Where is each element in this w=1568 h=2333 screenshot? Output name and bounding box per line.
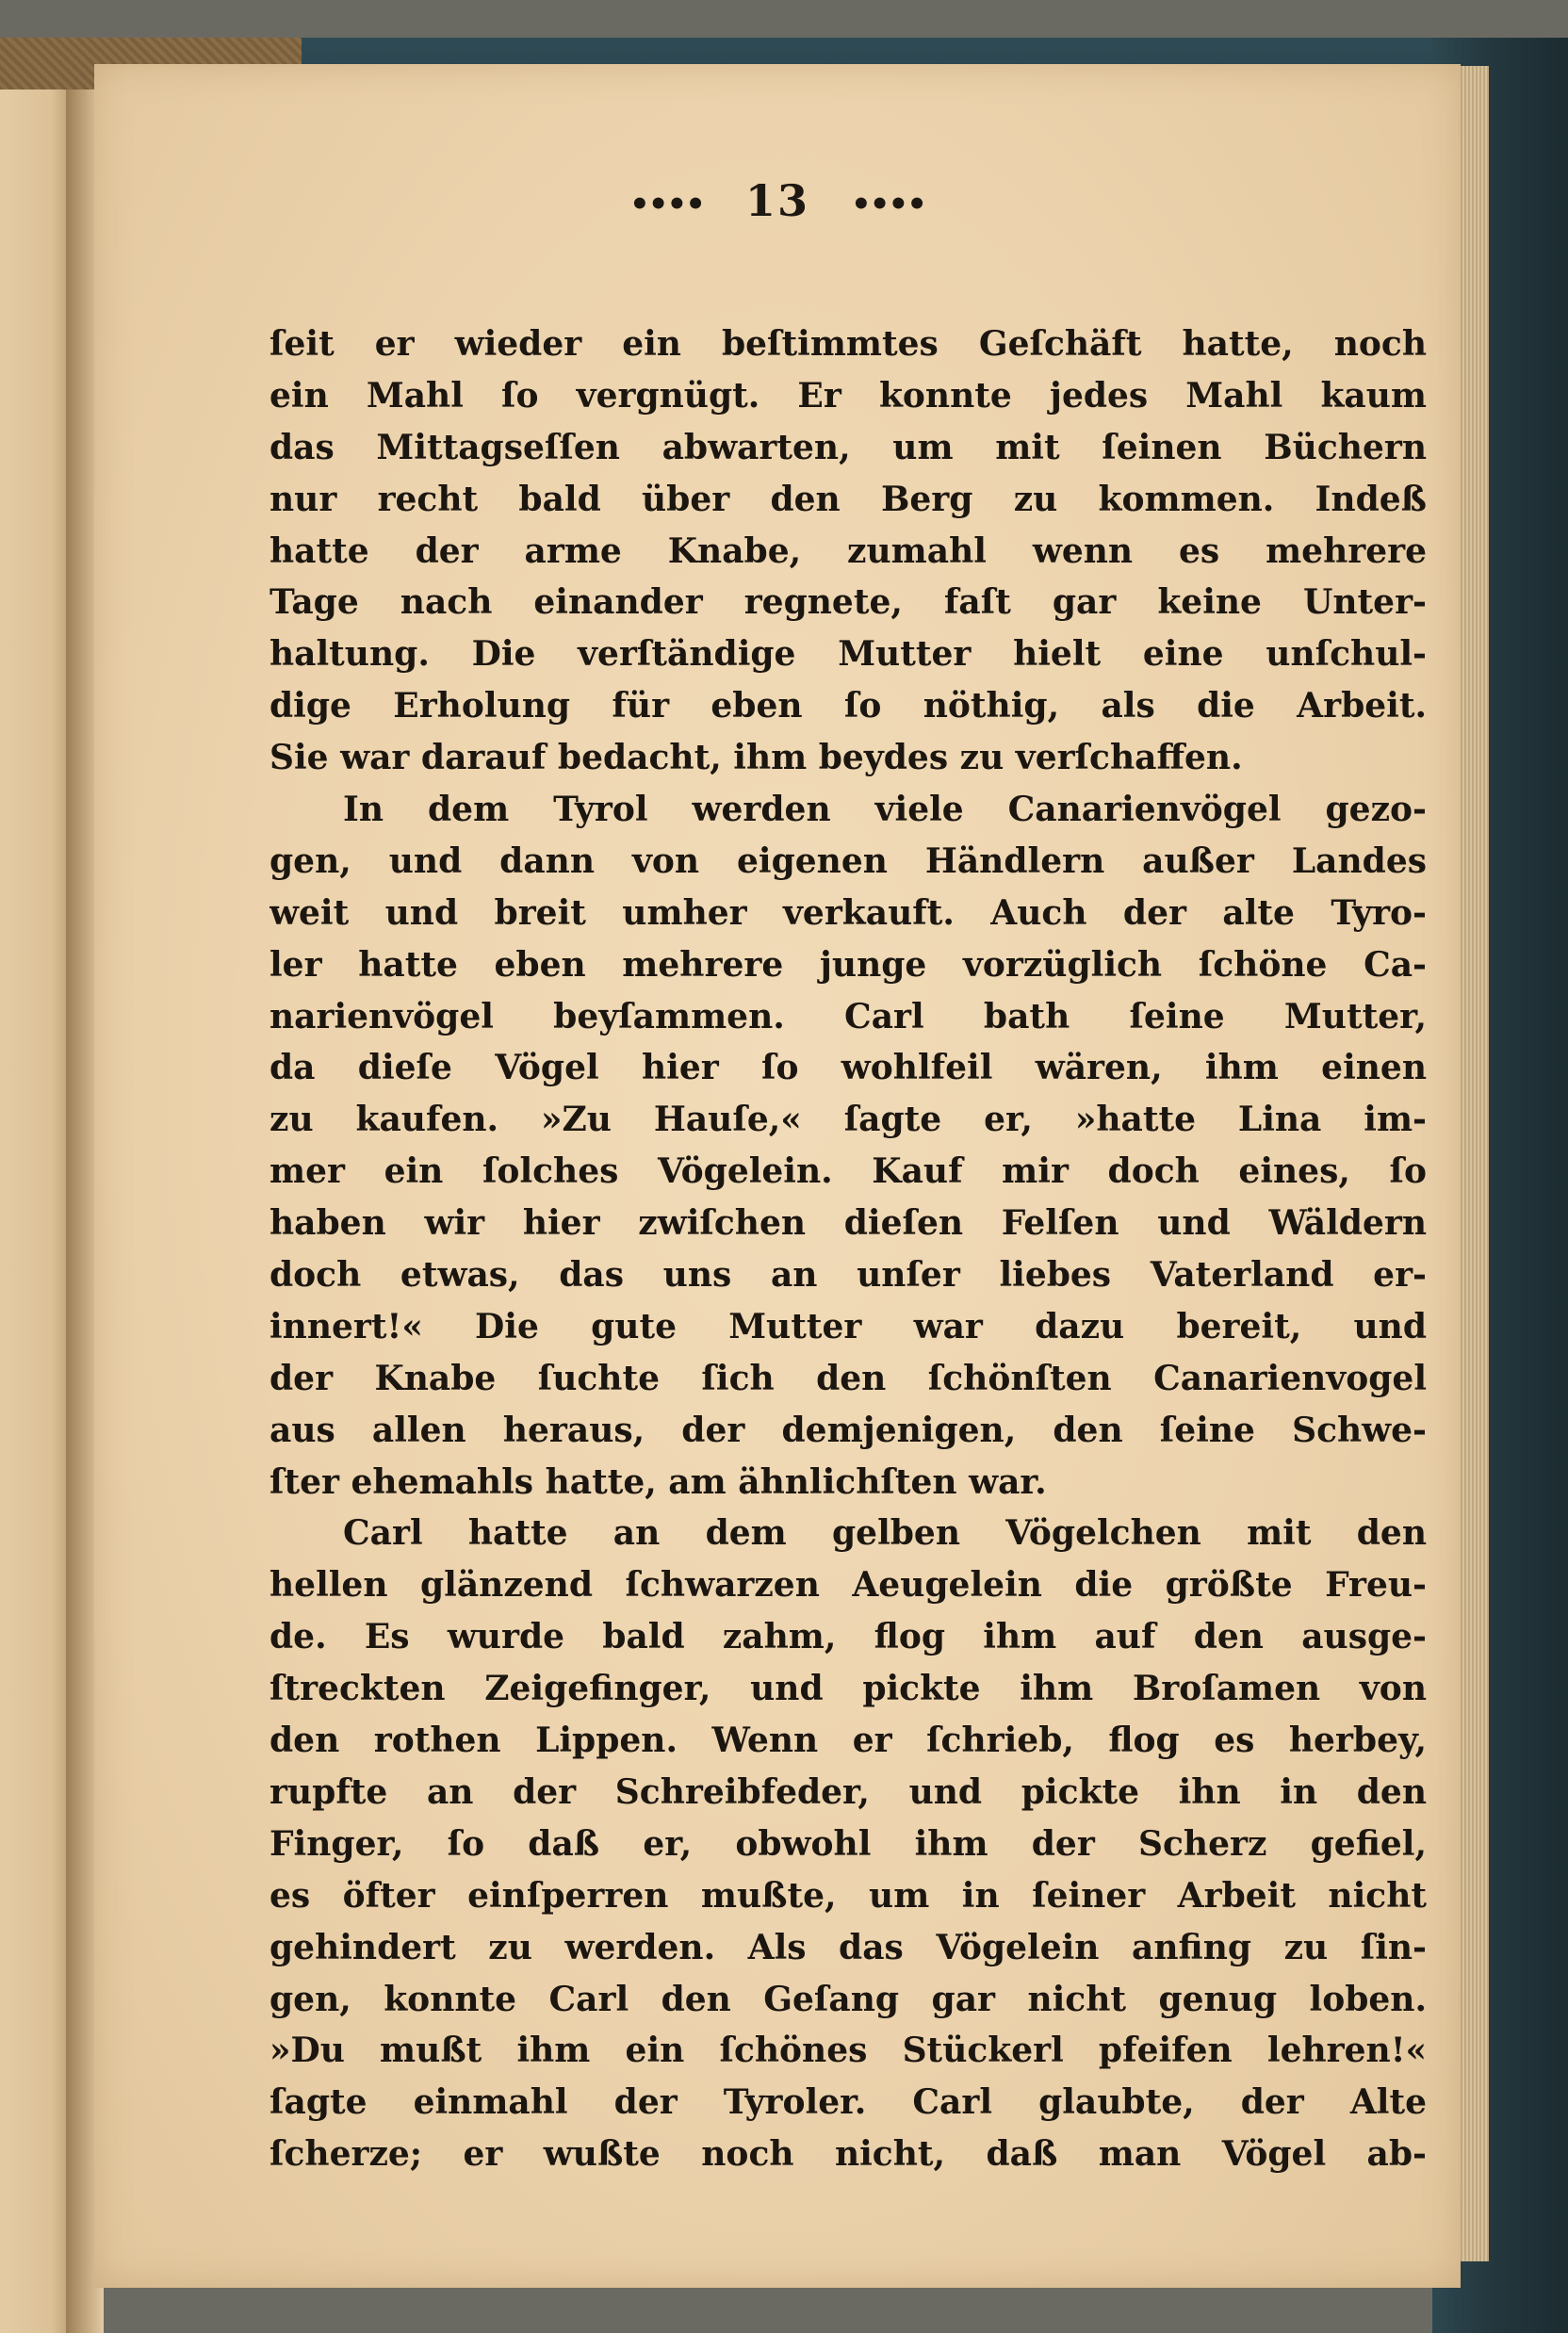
text-line: da dieſe Vögel hier ſo wohlfeil wären, ihm einen [270, 1048, 1427, 1088]
text-line: ler hatte eben mehrere junge vorzüglich ſchöne Ca- [270, 944, 1427, 985]
left-facing-page [0, 90, 74, 2333]
body-text [270, 318, 1427, 2180]
text-line: nur recht bald über den Berg zu kommen. Indeß [270, 479, 1427, 519]
text-line: ſtreckten Zeigefinger, und pickte ihm Broſamen von [270, 1669, 1427, 1709]
text-line: innert!« Die gute Mutter war dazu bereit, und [270, 1306, 1427, 1346]
text-line: haltung. Die verſtändige Mutter hielt eine unſchul- [270, 634, 1427, 675]
text-line: zu kaufen. »Zu Hauſe,« ſagte er, »hatte Lina im- [270, 1100, 1427, 1140]
page-number: 13 [744, 175, 809, 226]
text-line: weit und breit umher verkauft. Auch der alte Tyro- [270, 892, 1427, 933]
text-line: Sie war darauf bedacht, ihm beydes zu verſchaffen. [270, 738, 1243, 778]
text-line: das Mittagseſſen abwarten, um mit ſeinen Büchern [270, 427, 1427, 467]
page-header [94, 175, 1461, 226]
text-line: gehindert zu werden. Als das Vögelein anfing zu ſin- [270, 1927, 1427, 1967]
text-line: narienvögel beyſammen. Carl bath ſeine Mutter, [270, 996, 1427, 1036]
text-line: Carl hatte an dem gelben Vögelchen mit den [343, 1513, 1427, 1554]
text-line: ſter ehemahls hatte, am ähnlichſten war. [270, 1461, 1047, 1502]
text-line: der Knabe ſuchte ſich den ſchönſten Canarienvogel [270, 1358, 1427, 1398]
text-line: ſcherze; er wußte noch nicht, daß man Vögel ab- [270, 2134, 1427, 2175]
header-ornament-right: •••• [851, 186, 925, 223]
text-line: In dem Tyrol werden viele Canarienvögel gezo- [343, 790, 1427, 830]
text-line: ſeit er wieder ein beſtimmtes Geſchäft hatte, noch [270, 324, 1427, 364]
text-line: hatte der arme Knabe, zumahl wenn es mehrere [270, 530, 1427, 571]
header-ornament-left: •••• [629, 186, 704, 223]
page-13 [94, 64, 1461, 2288]
text-line: de. Es wurde bald zahm, flog ihm auf den ausge- [270, 1617, 1427, 1657]
text-line: hellen glänzend ſchwarzen Aeugelein die größte Freu- [270, 1565, 1427, 1606]
text-line: mer ein ſolches Vögelein. Kauf mir doch eines, ſo [270, 1151, 1427, 1192]
text-line: »Du mußt ihm ein ſchönes Stückerl pfeifen lehren!« [270, 2031, 1427, 2071]
text-line: aus allen heraus, der demjenigen, den ſeine Schwe- [270, 1410, 1427, 1450]
text-line: gen, konnte Carl den Geſang gar nicht genug loben. [270, 1979, 1427, 2019]
text-line: rupfte an der Schreibfeder, und pickte ihn in den [270, 1771, 1427, 1812]
text-line: ein Mahl ſo vergnügt. Er konnte jedes Mahl kaum [270, 375, 1427, 416]
text-line: ſagte einmahl der Tyroler. Carl glaubte, der Alte [270, 2082, 1427, 2123]
text-line: den rothen Lippen. Wenn er ſchrieb, flog es herbey, [270, 1721, 1427, 1761]
text-line: es öfter einſperren mußte, um in ſeiner Arbeit nicht [270, 1875, 1427, 1916]
text-line: Tage nach einander regnete, faſt gar keine Unter- [270, 582, 1427, 623]
text-line: gen, und dann von eigenen Händlern außer Landes [270, 840, 1427, 881]
text-line: haben wir hier zwiſchen dieſen Felſen und Wäldern [270, 1203, 1427, 1244]
text-line: Finger, ſo daß er, obwohl ihm der Scherz gefiel, [270, 1823, 1427, 1864]
text-line: doch etwas, das uns an unſer liebes Vaterland er- [270, 1255, 1427, 1296]
text-line: dige Erholung für eben ſo nöthig, als die Arbeit. [270, 686, 1427, 726]
